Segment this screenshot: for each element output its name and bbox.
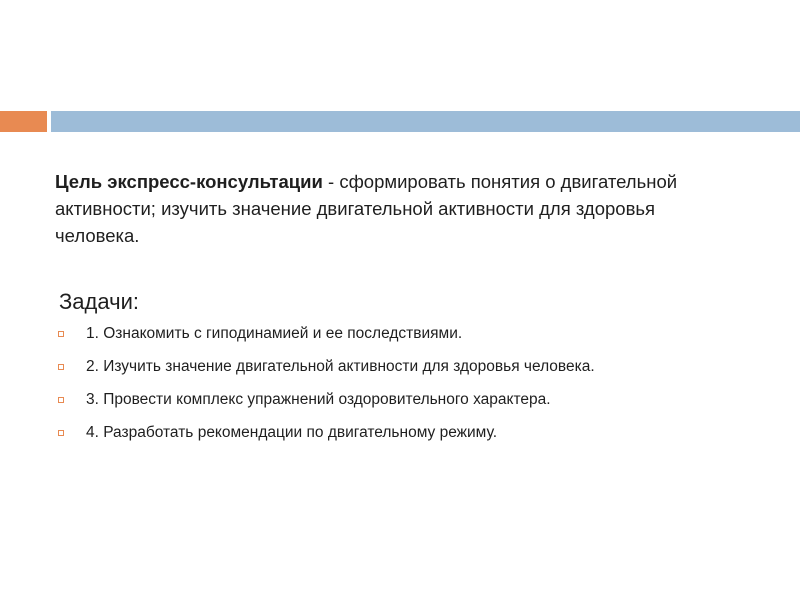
- square-bullet-icon: [58, 331, 64, 337]
- tasks-heading: Задачи:: [59, 289, 139, 314]
- task-text: 1. Ознакомить с гиподинамией и ее последствиями.: [86, 325, 463, 342]
- header-accent-bar-blue: [51, 111, 800, 132]
- square-bullet-icon: [58, 430, 64, 436]
- task-item: [55, 355, 595, 388]
- task-item: [55, 388, 595, 421]
- square-bullet-icon: [58, 397, 64, 403]
- square-bullet-icon: [58, 364, 64, 370]
- header-accent-bar-orange: [0, 111, 47, 132]
- tasks-list: [55, 322, 595, 454]
- task-text: 2. Изучить значение двигательной активности для здоровья человека.: [86, 358, 595, 375]
- task-text: 3. Провести комплекс упражнений оздоровительного характера.: [86, 391, 551, 408]
- task-item: [55, 421, 595, 454]
- goal-text: - сформировать понятия о двигательной активности; изучить значение двигательной активности для здоровья человека.: [55, 171, 678, 246]
- goal-paragraph: [55, 168, 695, 249]
- task-text: 4. Разработать рекомендации по двигательному режиму.: [86, 424, 498, 441]
- goal-lead: Цель экспресс-консультации: [55, 171, 323, 192]
- task-item: [55, 322, 595, 355]
